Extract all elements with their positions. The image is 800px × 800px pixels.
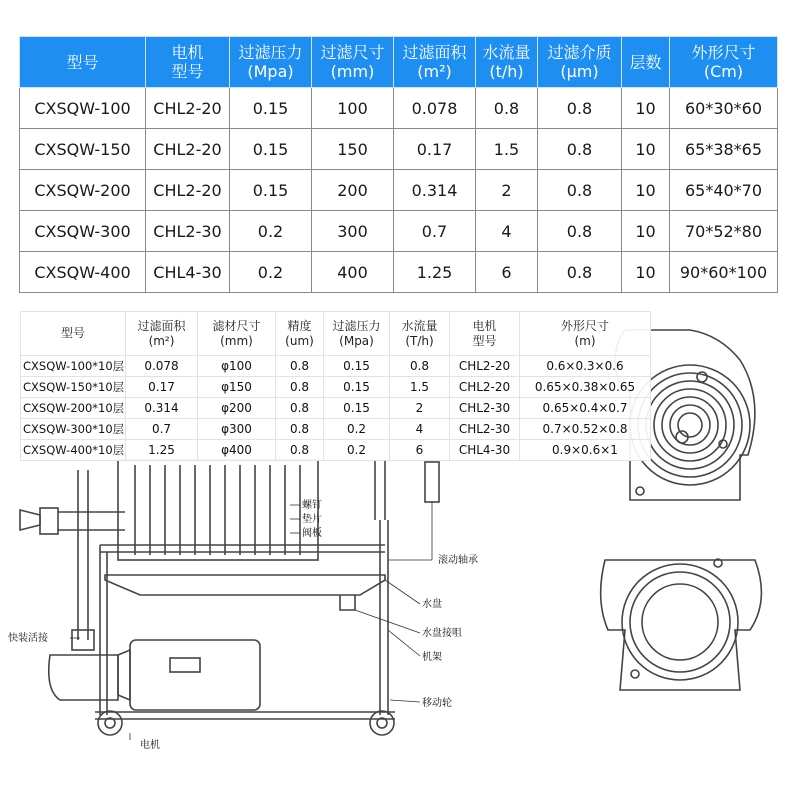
side-view-bottom xyxy=(601,559,762,690)
table-cell: 0.8 xyxy=(476,88,538,129)
table-cell: CHL2-30 xyxy=(146,211,230,252)
table-cell: CHL4-30 xyxy=(450,440,520,461)
table-cell: CXSQW-300*10层 xyxy=(21,419,126,440)
label-valve-plate: 阀板 xyxy=(302,528,322,539)
table-row xyxy=(21,377,651,398)
table-cell: 4 xyxy=(476,211,538,252)
top-th-flow: 水流量 (t/h) xyxy=(476,37,538,88)
top-th-model: 型号 xyxy=(20,37,146,88)
table-row xyxy=(20,88,778,129)
table-cell: 0.8 xyxy=(276,419,324,440)
table-row xyxy=(20,211,778,252)
table-cell: 100 xyxy=(312,88,394,129)
table-cell: CHL2-20 xyxy=(450,356,520,377)
low-th-flow: 水流量 (T/h) xyxy=(390,312,450,356)
table-cell: CXSQW-400 xyxy=(20,252,146,293)
table-cell: 1.25 xyxy=(126,440,198,461)
motor-body xyxy=(130,640,260,710)
low-th-pressure: 过滤压力 (Mpa) xyxy=(324,312,390,356)
low-th-motor: 电机 型号 xyxy=(450,312,520,356)
table-cell: 0.65×0.4×0.7 xyxy=(520,398,651,419)
table-cell: 200 xyxy=(312,170,394,211)
table-cell: 0.8 xyxy=(538,211,622,252)
table-cell: 0.2 xyxy=(230,252,312,293)
table-cell: 60*30*60 xyxy=(670,88,778,129)
top-th-motor: 电机 型号 xyxy=(146,37,230,88)
top-th-dimensions: 外形尺寸 (Cm) xyxy=(670,37,778,88)
top-th-layers: 层数 xyxy=(622,37,670,88)
table-cell: 400 xyxy=(312,252,394,293)
table-cell: 0.15 xyxy=(230,129,312,170)
table-cell: 65*38*65 xyxy=(670,129,778,170)
table-cell: 2 xyxy=(390,398,450,419)
table-cell: 0.8 xyxy=(276,356,324,377)
table-cell: 0.15 xyxy=(324,356,390,377)
table-cell: 4 xyxy=(390,419,450,440)
water-tray-shape xyxy=(105,575,385,595)
table-cell: CHL4-30 xyxy=(146,252,230,293)
table-cell: CHL2-30 xyxy=(450,398,520,419)
table-cell: 6 xyxy=(390,440,450,461)
table-cell: 0.8 xyxy=(276,398,324,419)
table-cell: 10 xyxy=(622,88,670,129)
label-frame: 机架 xyxy=(422,652,442,663)
table-cell: 0.7 xyxy=(394,211,476,252)
table-cell: CXSQW-100 xyxy=(20,88,146,129)
table-cell: CHL2-20 xyxy=(146,170,230,211)
table-cell: φ200 xyxy=(198,398,276,419)
table-cell: CXSQW-200*10层 xyxy=(21,398,126,419)
table-cell: 0.8 xyxy=(538,170,622,211)
table-row xyxy=(20,129,778,170)
table-cell: 0.078 xyxy=(126,356,198,377)
table-cell: 0.65×0.38×0.65 xyxy=(520,377,651,398)
table-cell: 2 xyxy=(476,170,538,211)
table-cell: 0.2 xyxy=(324,440,390,461)
table-cell: 0.8 xyxy=(390,356,450,377)
table-cell: 0.6×0.3×0.6 xyxy=(520,356,651,377)
table-cell: 0.8 xyxy=(276,440,324,461)
table-row xyxy=(20,252,778,293)
table-cell: 10 xyxy=(622,252,670,293)
table-cell: 1.5 xyxy=(476,129,538,170)
table-cell: 0.2 xyxy=(230,211,312,252)
top-table-header-row xyxy=(20,37,778,88)
top-spec-table xyxy=(19,36,778,293)
label-tray-nozzle: 水盘接咀 xyxy=(422,628,462,639)
table-cell: CHL2-20 xyxy=(146,88,230,129)
table-cell: 0.9×0.6×1 xyxy=(520,440,651,461)
table-cell: 0.17 xyxy=(394,129,476,170)
table-cell: 1.25 xyxy=(394,252,476,293)
table-cell: 10 xyxy=(622,170,670,211)
table-cell: 0.314 xyxy=(394,170,476,211)
low-th-area: 过滤面积 (m²) xyxy=(126,312,198,356)
label-motor: 电机 xyxy=(140,740,160,751)
table-row xyxy=(20,170,778,211)
table-cell: φ300 xyxy=(198,419,276,440)
table-cell: 0.7 xyxy=(126,419,198,440)
valve-handle xyxy=(20,510,40,530)
table-cell: 0.17 xyxy=(126,377,198,398)
table-cell: 150 xyxy=(312,129,394,170)
table-cell: 0.8 xyxy=(276,377,324,398)
low-th-media-size: 滤材尺寸 (mm) xyxy=(198,312,276,356)
table-cell: CHL2-20 xyxy=(450,377,520,398)
table-cell: CXSQW-150 xyxy=(20,129,146,170)
table-cell: 300 xyxy=(312,211,394,252)
table-cell: 0.8 xyxy=(538,252,622,293)
label-quick-connector: 快装活接 xyxy=(8,633,48,644)
top-th-size: 过滤尺寸 (mm) xyxy=(312,37,394,88)
table-cell: CXSQW-300 xyxy=(20,211,146,252)
table-cell: 0.15 xyxy=(324,398,390,419)
table-row xyxy=(21,356,651,377)
top-th-pressure: 过滤压力 (Mpa) xyxy=(230,37,312,88)
table-cell: 10 xyxy=(622,129,670,170)
table-cell: CXSQW-400*10层 xyxy=(21,440,126,461)
low-th-model: 型号 xyxy=(21,312,126,356)
table-cell: 0.15 xyxy=(324,377,390,398)
low-th-precision: 精度 (um) xyxy=(276,312,324,356)
table-cell: CHL2-20 xyxy=(146,129,230,170)
lower-spec-table xyxy=(20,311,651,461)
table-cell: 10 xyxy=(622,211,670,252)
table-cell: CHL2-30 xyxy=(450,419,520,440)
lower-table-header-row xyxy=(21,312,651,356)
table-cell: 65*40*70 xyxy=(670,170,778,211)
table-cell: 6 xyxy=(476,252,538,293)
table-cell: CXSQW-150*10层 xyxy=(21,377,126,398)
table-row xyxy=(21,419,651,440)
label-roller-bearing: 滚动轴承 xyxy=(438,555,478,566)
table-cell: 0.8 xyxy=(538,88,622,129)
table-cell: CXSQW-100*10层 xyxy=(21,356,126,377)
label-gasket: 垫片 xyxy=(302,514,322,525)
table-cell: 0.078 xyxy=(394,88,476,129)
table-cell: 0.2 xyxy=(324,419,390,440)
table-cell: φ100 xyxy=(198,356,276,377)
table-cell: φ150 xyxy=(198,377,276,398)
table-row xyxy=(21,440,651,461)
table-cell: 0.15 xyxy=(230,88,312,129)
label-water-tray: 水盘 xyxy=(422,599,442,610)
table-row xyxy=(21,398,651,419)
label-caster: 移动轮 xyxy=(422,698,452,709)
table-cell: 0.7×0.52×0.8 xyxy=(520,419,651,440)
table-cell: 70*52*80 xyxy=(670,211,778,252)
table-cell: 1.5 xyxy=(390,377,450,398)
table-cell: 90*60*100 xyxy=(670,252,778,293)
table-cell: φ400 xyxy=(198,440,276,461)
label-bolt: 螺钉 xyxy=(302,500,322,511)
low-th-dimensions: 外形尺寸 (m) xyxy=(520,312,651,356)
table-cell: 0.15 xyxy=(230,170,312,211)
table-cell: CXSQW-200 xyxy=(20,170,146,211)
top-th-area: 过滤面积 (m²) xyxy=(394,37,476,88)
table-cell: 0.8 xyxy=(538,129,622,170)
top-th-media: 过滤介质 (μm) xyxy=(538,37,622,88)
table-cell: 0.314 xyxy=(126,398,198,419)
